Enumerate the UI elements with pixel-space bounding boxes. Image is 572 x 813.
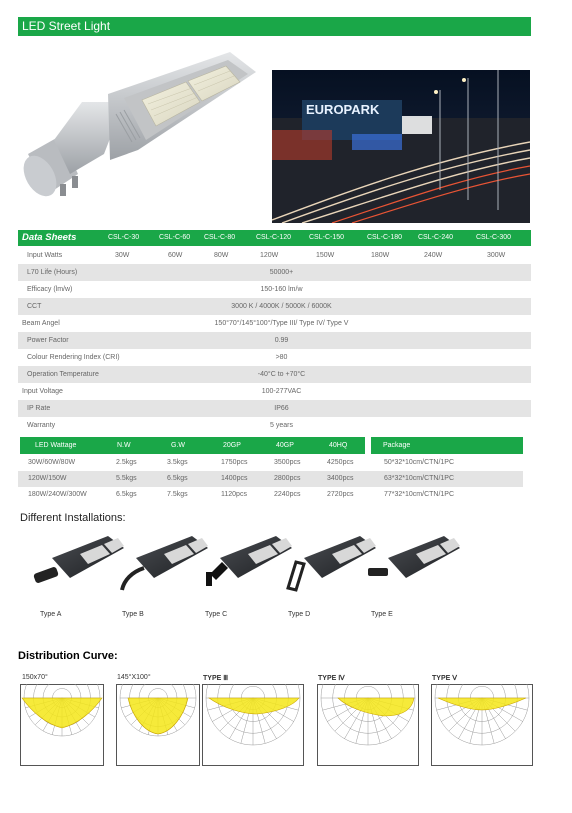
spec-row [18,349,531,366]
product-image [20,44,260,222]
polar-chart [20,684,104,766]
model-header: CSL-C-120 [256,234,292,241]
packing-cell: 50*32*10cm/CTN/1PC [384,459,455,466]
packing-header [20,437,365,454]
watt-value: 80W [214,252,229,259]
watt-value: 300W [487,252,506,259]
packing-cell: 3.5kgs [167,459,188,466]
polar-chart [202,684,304,766]
packing-cell: 6.5kgs [167,475,188,482]
specs-header [18,230,531,246]
page-title-bar [18,17,531,36]
type-label: Type C [205,611,228,618]
spec-value: 0.99 [274,337,289,344]
model-header: CSL-C-240 [418,234,454,241]
spec-row [18,332,531,349]
spec-label: Beam Angel [22,320,60,327]
spec-value: 3000 K / 4000K / 5000K / 6000K [231,303,332,310]
installations-title: Different Installations: [20,512,126,524]
packing-cell: 1400pcs [221,475,248,482]
spec-row [18,315,531,332]
spec-row [18,383,531,400]
packing-cell: 120W/150W [28,475,67,482]
packing-col-header: LED Wattage [35,442,77,449]
type-label: Type A [40,611,62,618]
model-header: CSL-C-150 [309,234,345,241]
spec-row-input-watts [18,247,531,264]
curve-label: TYPE Ⅳ [318,675,345,682]
polar-svg [202,684,304,766]
packing-cell: 4250pcs [327,459,354,466]
packing-cell: 2720pcs [327,491,354,498]
model-header: CSL-C-30 [108,234,140,241]
packing-cell: 30W/60W/80W [28,459,76,466]
spec-value: -40°C to +70°C [257,371,306,378]
package-col-header: Package [383,442,411,449]
spec-row [18,417,531,434]
polar-svg [317,684,419,766]
packing-cell: 180W/240W/300W [28,491,87,498]
spec-label: Efficacy (lm/w) [27,286,73,293]
curve-label: 145°X100° [117,674,151,681]
model-header: CSL-C-60 [159,234,191,241]
type-label: Type D [288,611,311,618]
packing-col-header: 40HQ [329,442,348,449]
page-title: LED Street Light [22,19,111,33]
packing-row [18,455,523,471]
spec-row [18,281,531,298]
type-a-fixture [33,536,124,584]
curve-label: TYPE Ⅴ [432,675,458,682]
polar-svg [116,684,200,766]
type-b-fixture [122,536,208,590]
polar-chart [431,684,533,766]
model-header: CSL-C-80 [204,234,236,241]
packing-col-header: G.W [171,442,185,449]
spec-label: CCT [27,303,42,310]
packing-cell: 1120pcs [221,491,247,498]
packing-cell: 1750pcs [221,459,248,466]
installation-images [30,528,530,606]
watt-value: 120W [260,252,279,259]
watt-value: 30W [115,252,130,259]
packing-cell: 5.5kgs [116,475,137,482]
spec-label: Operation Temperature [27,371,99,378]
packing-cell: 2.5kgs [116,459,137,466]
spec-label: Power Factor [27,337,69,344]
watt-value: 180W [371,252,390,259]
spec-row [18,264,531,281]
polar-svg [431,684,533,766]
watt-value: 60W [168,252,183,259]
packing-cell: 7.5kgs [167,491,188,498]
spec-label: IP Rate [27,405,51,412]
type-c-fixture [206,536,292,586]
spec-label: Colour Rendering Index (CRI) [27,354,120,361]
spec-value: IP66 [274,405,289,412]
spec-value: 5 years [270,422,293,429]
polar-chart [317,684,419,766]
model-header: CSL-C-300 [476,234,512,241]
packing-cell: 3500pcs [274,459,301,466]
type-e-fixture [368,536,460,578]
packing-cell: 6.5kgs [116,491,137,498]
type-label: Type B [122,611,144,618]
specs-title: Data Sheets [22,232,77,243]
spec-value: 150-160 lm/w [260,286,303,293]
polar-chart [116,684,200,766]
watt-value: 150W [316,252,335,259]
packing-col-header: 20GP [223,442,241,449]
spec-value: 50000+ [269,269,294,276]
polar-svg [20,684,104,766]
type-label: Type E [371,611,393,618]
spec-label: Input Watts [27,252,63,259]
packing-row [18,487,523,503]
spec-value: >80 [275,354,288,361]
type-d-fixture [288,536,376,590]
spec-row [18,366,531,383]
model-header: CSL-C-180 [367,234,403,241]
spec-label: Warranty [27,422,56,429]
packing-cell: 3400pcs [327,475,354,482]
street-photo [272,70,530,223]
curve-label: 150x70° [22,674,48,681]
curve-label: TYPE Ⅲ [203,675,229,682]
packing-col-header: 40GP [276,442,294,449]
packing-row [18,471,523,487]
spec-row [18,400,531,417]
spec-value: 100-277VAC [261,388,302,395]
sign-text: EUROPARK [306,102,380,117]
packing-cell: 77*32*10cm/CTN/1PC [384,491,455,498]
packing-cell: 63*32*10cm/CTN/1PC [384,475,455,482]
spec-row [18,298,531,315]
packing-cell: 2800pcs [274,475,301,482]
packing-cell: 2240pcs [274,491,301,498]
packing-col-header: N.W [117,442,131,449]
spec-label: Input Voltage [22,388,63,395]
distribution-title: Distribution Curve: [18,650,118,662]
watt-value: 240W [424,252,443,259]
spec-value: 150°70°/145°100°/Type III/ Type IV/ Type V [214,320,349,327]
spec-label: L70 Life (Hours) [27,269,78,276]
package-header [371,437,523,454]
